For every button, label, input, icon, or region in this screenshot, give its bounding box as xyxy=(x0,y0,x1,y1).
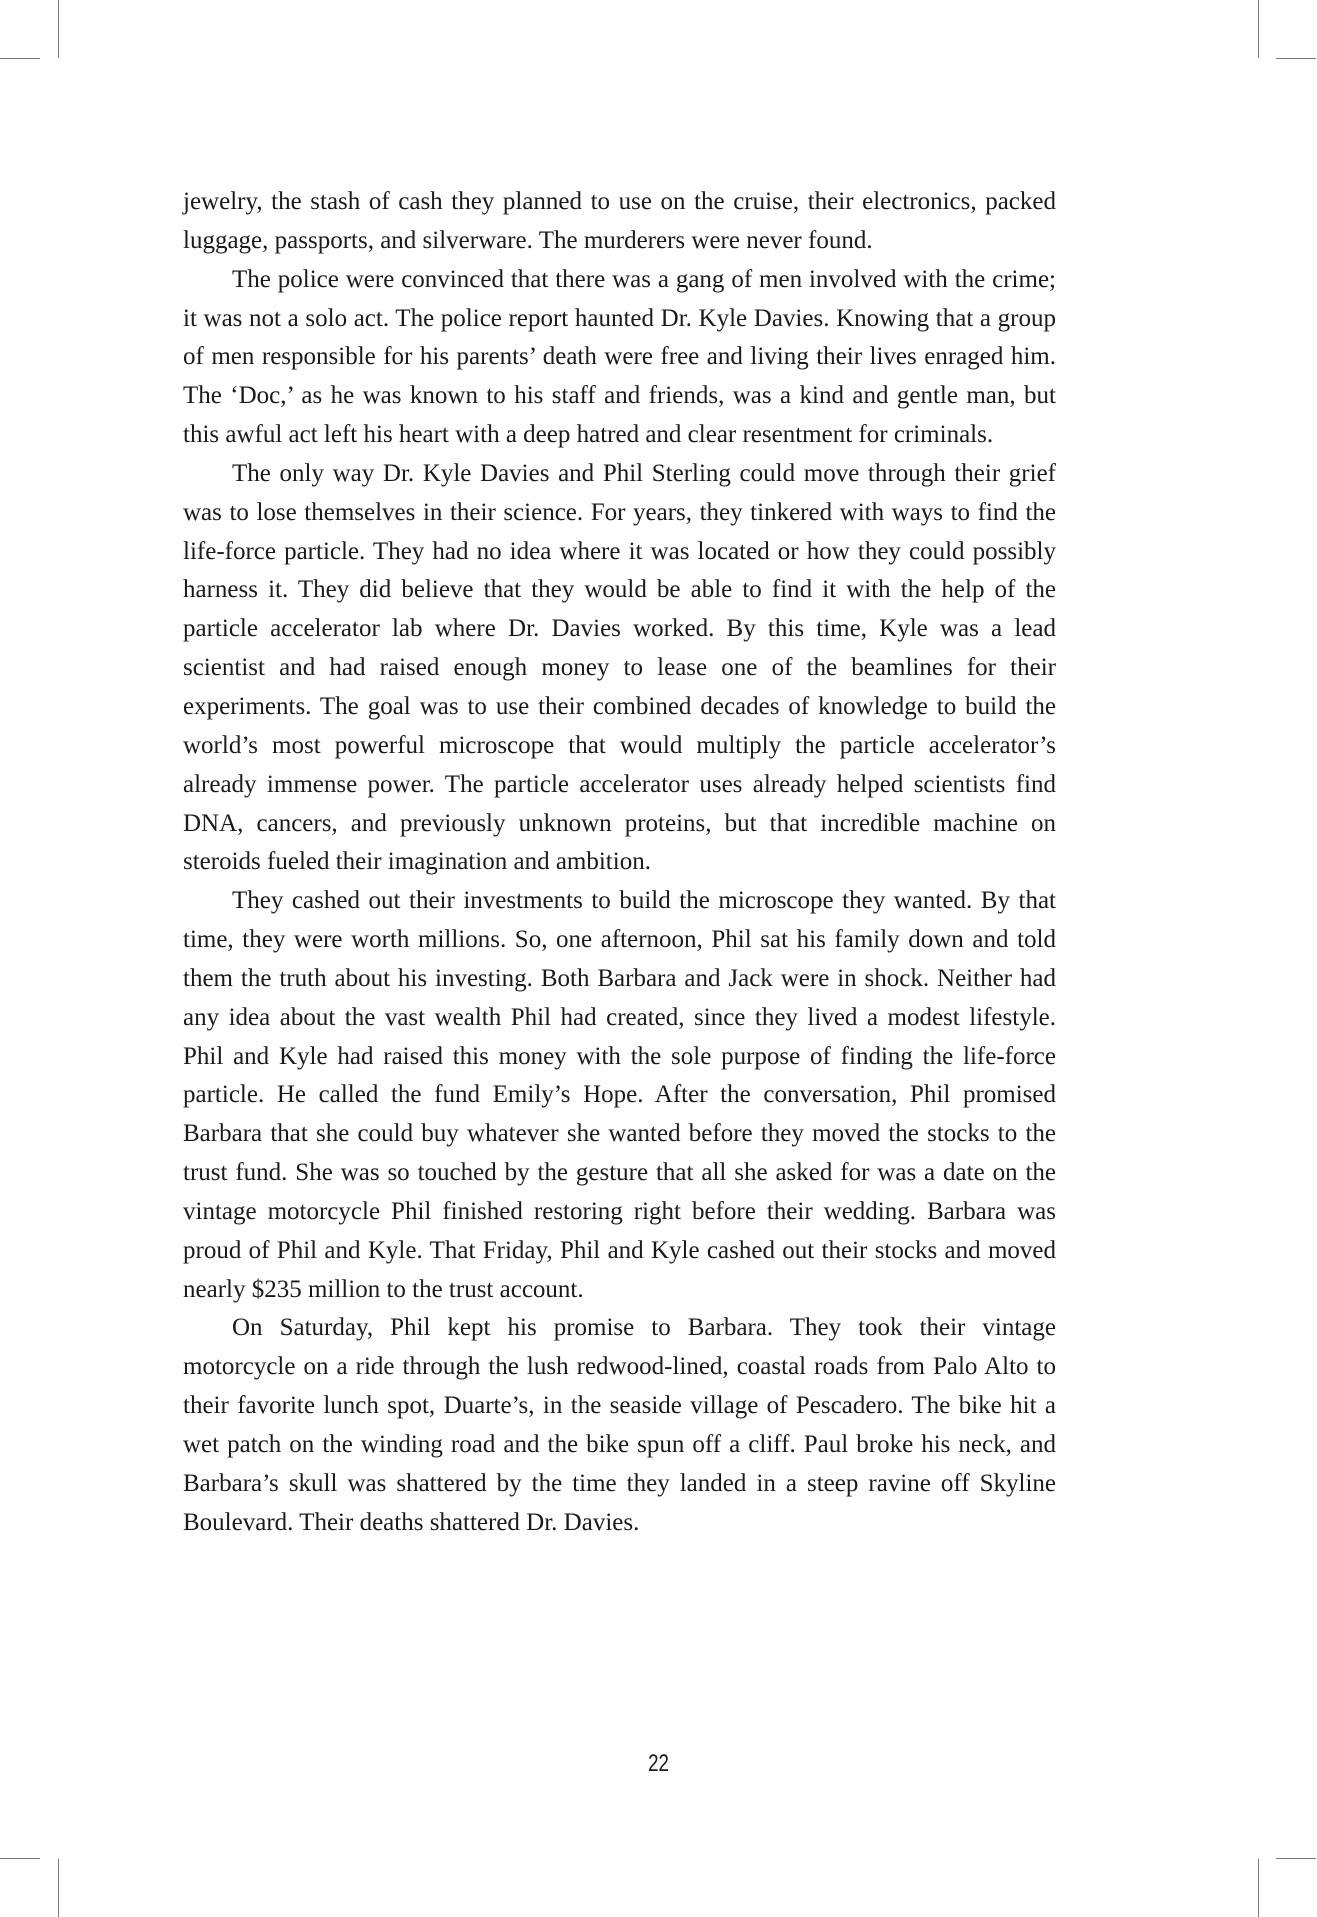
paragraph-2: The police were convinced that there was a gang of men involved with the crime; it was not a solo act. The police report haunted Dr. Kyle Davies. Knowing that a group of men responsible for his parents’ death were free and living their lives enraged him. The ‘Doc,’ as he was known to his staff and friends, was a kind and gentle man, but this awful act left his heart with a deep hatred and clear resentment for criminals. xyxy=(183,265,1056,449)
body-text xyxy=(183,183,1056,1543)
crop-mark-bottom-right-horizontal xyxy=(1276,1858,1316,1859)
paragraph-4: They cashed out their investments to build the microscope they wanted. By that time, they were worth millions. So, one afternoon, Phil sat his family down and told them the truth about his investing. Both Barbara and Jack were in shock. Neither had any idea about the vast wealth Phil had created, since they lived a modest lifestyle. Phil and Kyle had raised this money with the sole purpose of finding the life-force particle. He called the fund Emily’s Hope. After the conversation, Phil promised Barbara that she could buy whatever she wanted before they moved the stocks to the trust fund. She was so touched by the gesture that all she asked for was a date on the vintage motorcycle Phil finished restoring right before their wedding. Barbara was proud of Phil and Kyle. That Friday, Phil and Kyle cashed out their stocks and moved nearly $235 million to the trust account. xyxy=(183,887,1056,1303)
crop-mark-top-right-vertical xyxy=(1258,0,1259,58)
paragraph-1: jewelry, the stash of cash they planned to use on the cruise, their electronics, packed luggage, passports, and silverware. The murderers were never found. xyxy=(183,188,1056,254)
crop-mark-top-right-horizontal xyxy=(1276,58,1316,59)
paragraph-5: On Saturday, Phil kept his promise to Barbara. They took their vintage motorcycle on a ride through the lush redwood-lined, coastal roads from Palo Alto to their favorite lunch spot, Duarte’s, in the seaside village of Pescadero. The bike hit a wet patch on the winding road and the bike spun off a cliff. Paul broke his neck, and Barbara’s skull was shattered by the time they landed in a steep ravine off Skyline Boulevard. Their deaths shattered Dr. Davies. xyxy=(183,1314,1056,1536)
page-number: 22 xyxy=(648,1750,669,1777)
paragraph-3: The only way Dr. Kyle Davies and Phil Sterling could move through their grief was to lose themselves in their science. For years, they tinkered with ways to find the life-force particle. They had no idea where it was located or how they could possibly harness it. They did believe that they would be able to find it with the help of the particle accelerator lab where Dr. Davies worked. By this time, Kyle was a lead scientist and had raised enough money to lease one of the beamlines for their experiments. The goal was to use their combined decades of knowledge to build the world’s most powerful microscope that would multiply the particle accelerator’s already immense power. The particle accelerator uses already helped scientists find DNA, cancers, and previously unknown proteins, but that incredible machine on steroids fueled their imagination and ambition. xyxy=(183,459,1056,876)
crop-mark-bottom-right-vertical xyxy=(1258,1859,1259,1917)
crop-mark-top-left-vertical xyxy=(58,0,59,58)
crop-mark-top-left-horizontal xyxy=(0,58,40,59)
crop-mark-bottom-left-vertical xyxy=(58,1859,59,1917)
crop-mark-bottom-left-horizontal xyxy=(0,1858,40,1859)
